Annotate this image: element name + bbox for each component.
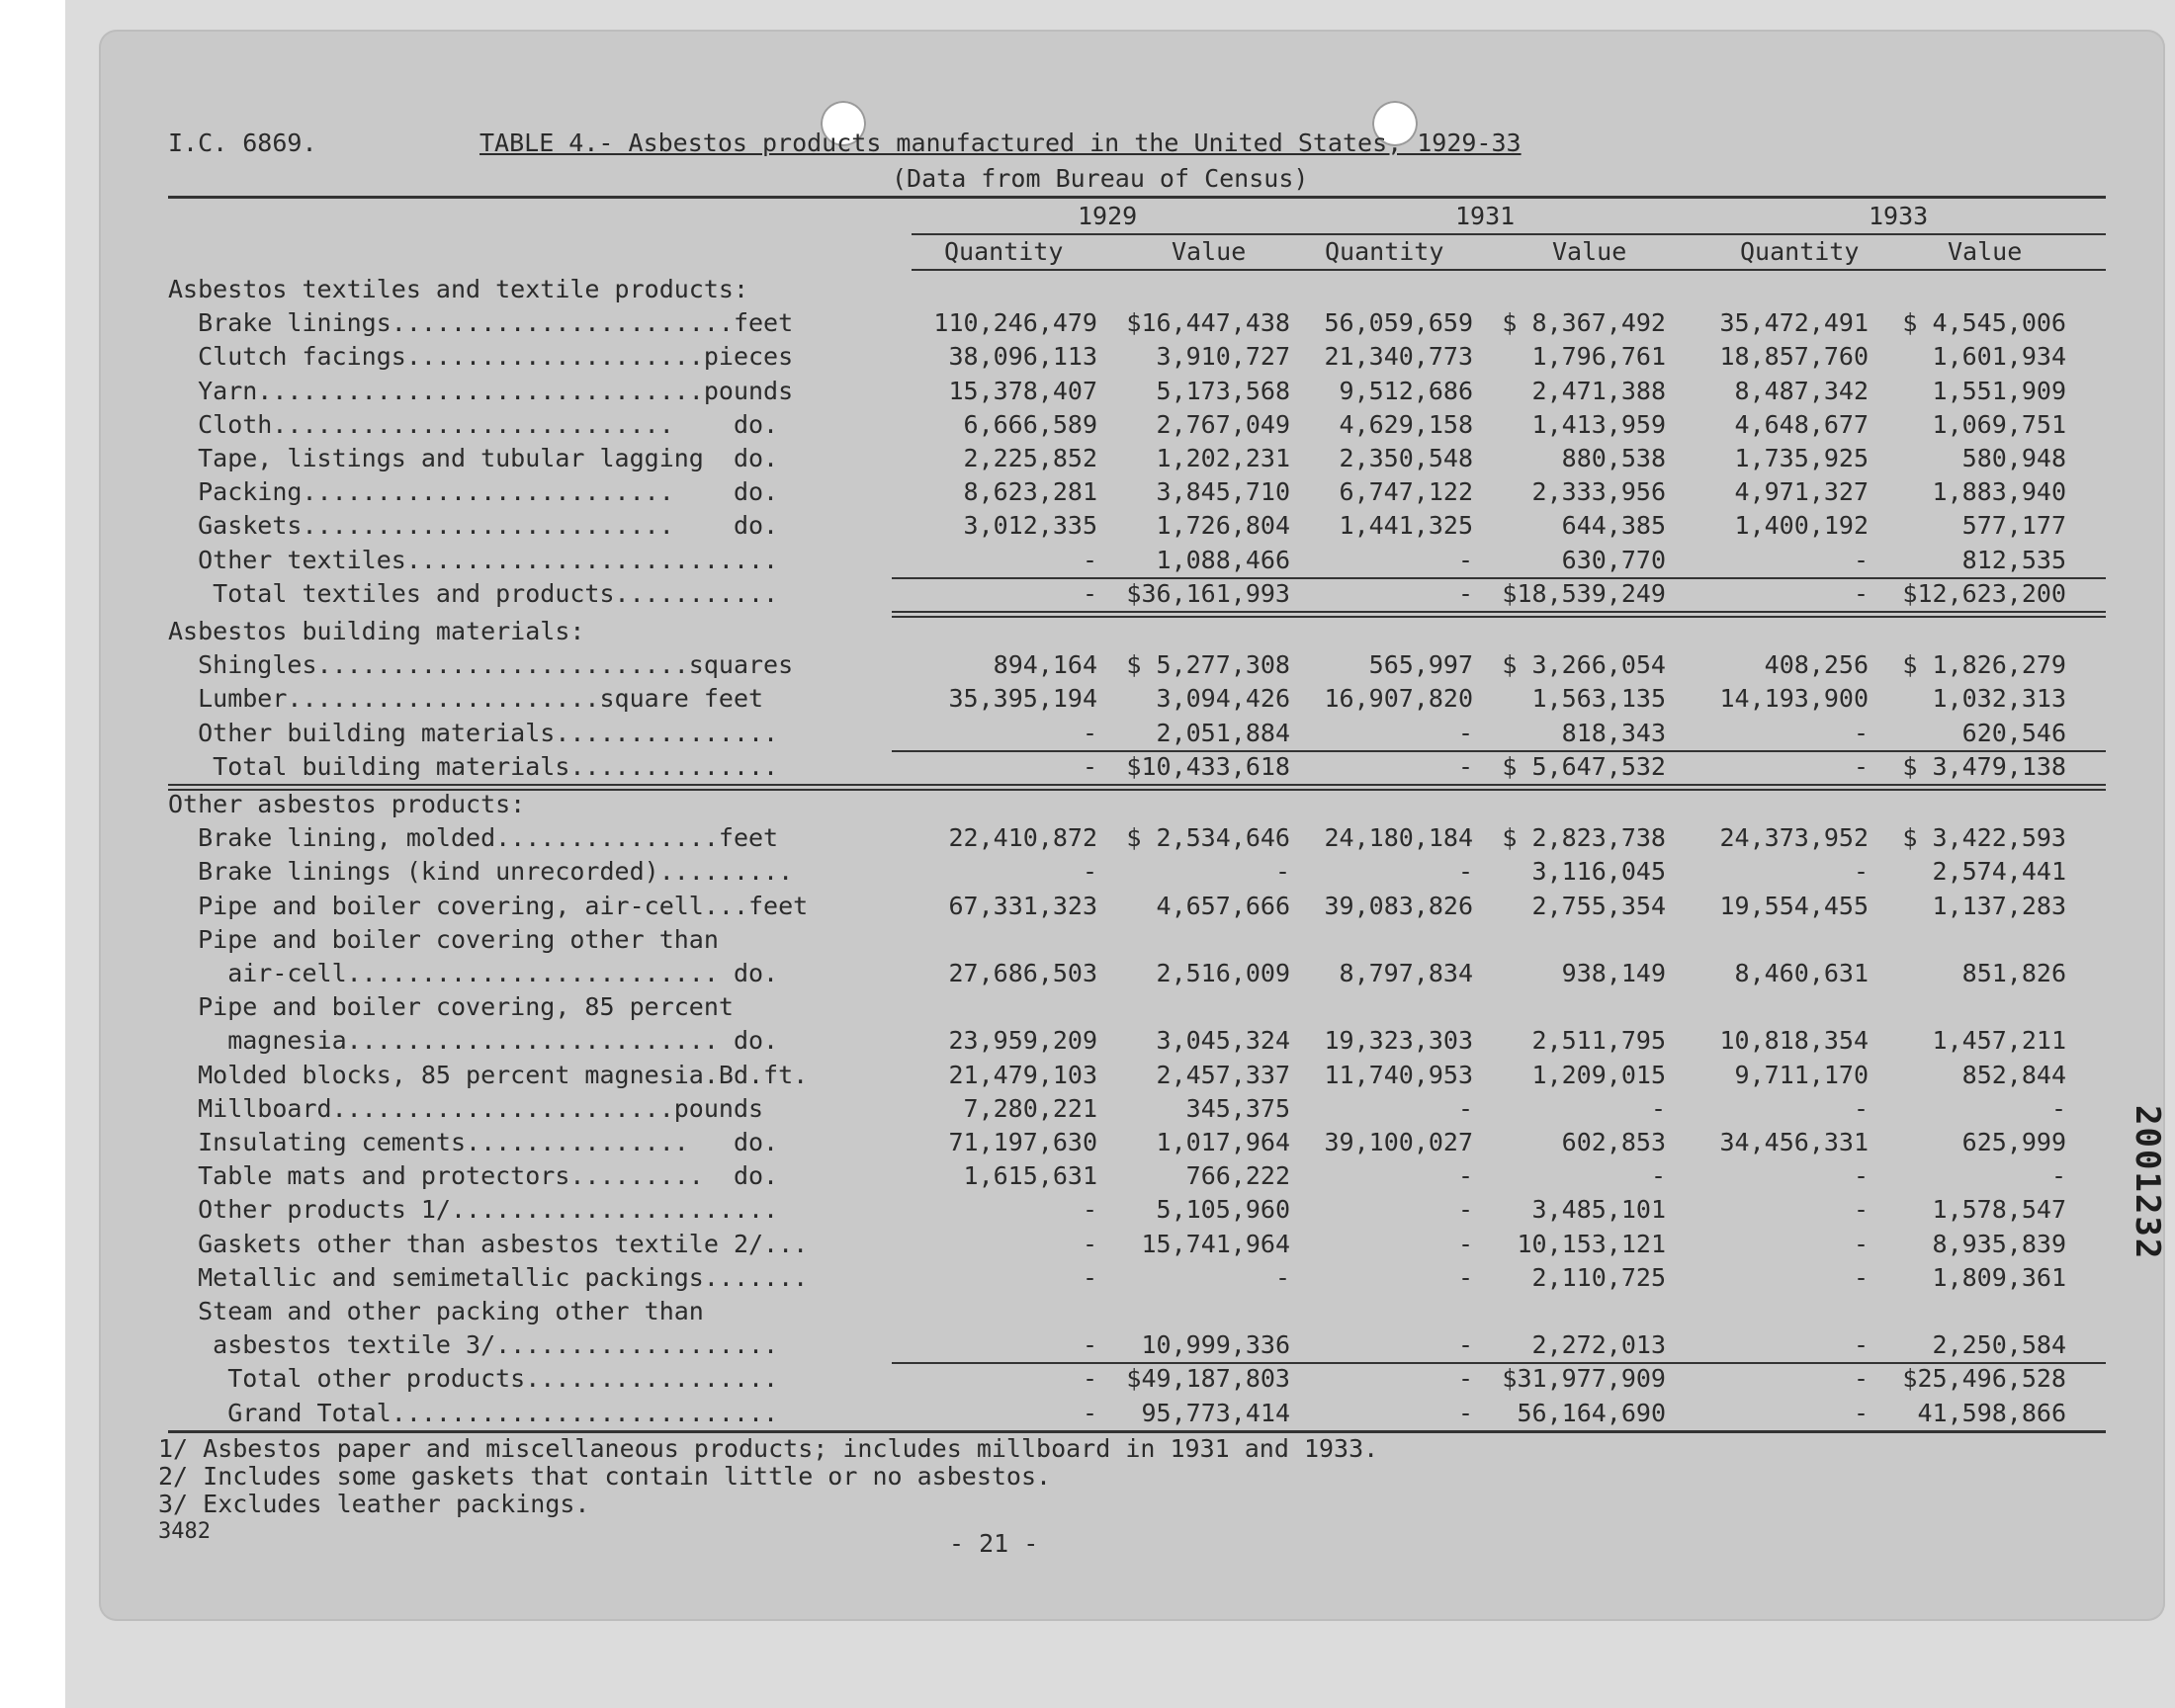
table-cell: 1,563,135 — [1531, 684, 1666, 714]
row-label: Brake linings.......................feet — [168, 308, 794, 338]
row-label: Tape, listings and tubular lagging do. — [168, 444, 779, 472]
table-cell: - — [1082, 857, 1097, 887]
table-cell: 2,471,388 — [1531, 376, 1666, 405]
table-cell: 1,032,313 — [1932, 684, 2066, 714]
table-row — [168, 408, 2106, 442]
table-cell: - — [1082, 578, 1097, 608]
table-cell: 4,648,677 — [1734, 409, 1869, 439]
table-row — [168, 750, 2106, 784]
table-cell: - — [2050, 1093, 2066, 1123]
document-header — [168, 127, 2106, 162]
table-cell: 15,741,964 — [1141, 1229, 1290, 1258]
table-cell: - — [1082, 718, 1097, 747]
table-cell: - — [1082, 1398, 1097, 1427]
row-label: magnesia......................... do. — [168, 1026, 779, 1056]
table-cell: $10,433,618 — [1126, 751, 1290, 781]
table-cell: - — [1274, 857, 1290, 887]
table-cell: $ 1,826,279 — [1902, 650, 2066, 680]
table-cell: 35,472,491 — [1719, 308, 1869, 338]
table-cell: 3,012,335 — [963, 511, 1097, 541]
table-cell: - — [1457, 718, 1473, 747]
table-cell: 2,574,441 — [1932, 857, 2066, 887]
table-cell: 2,516,009 — [1156, 959, 1290, 987]
doc-id: I.C. 6869. — [168, 128, 317, 157]
section-textiles-label: Asbestos textiles and textile products: — [168, 275, 748, 303]
table-cell: 8,623,281 — [963, 477, 1097, 507]
table-cell: 15,378,407 — [948, 376, 1097, 405]
table-cell: - — [1082, 1262, 1097, 1292]
table-row — [168, 375, 2106, 408]
table-cell: 3,845,710 — [1156, 477, 1290, 507]
table-cell: - — [1853, 1229, 1869, 1258]
col-value-1933: Value — [1948, 237, 2023, 266]
table-cell: 10,153,121 — [1517, 1229, 1666, 1258]
table-cell: - — [1457, 1364, 1473, 1394]
table-cell: - — [1082, 1229, 1097, 1258]
table-row — [168, 1126, 2106, 1159]
footnote-3: 3/ Excludes leather packings. — [158, 1489, 590, 1518]
table-row — [168, 1261, 2106, 1295]
table-row — [168, 648, 2106, 682]
table-cell: 851,826 — [1961, 959, 2066, 987]
col-quantity-1929: Quantity — [944, 237, 1064, 266]
table-row — [168, 890, 2106, 923]
table-cell: 3,910,727 — [1156, 342, 1290, 372]
row-label: Millboard.......................pounds — [168, 1093, 764, 1123]
table-cell: 1,796,761 — [1531, 342, 1666, 372]
table-cell: 766,222 — [1185, 1161, 1290, 1191]
table-cell: - — [1853, 1364, 1869, 1394]
table-cell: - — [1082, 1330, 1097, 1360]
table-cell: 938,149 — [1561, 959, 1666, 987]
table-cell: $49,187,803 — [1126, 1364, 1290, 1394]
row-label: Clutch facings....................pieces — [168, 342, 794, 372]
col-quantity-1933: Quantity — [1740, 237, 1860, 266]
table-cell: 6,666,589 — [963, 409, 1097, 439]
table-cell: 110,246,479 — [933, 308, 1097, 338]
table-cell: - — [1082, 1364, 1097, 1394]
table-row — [168, 509, 2106, 543]
total-rule-textiles-a — [892, 611, 2106, 613]
table-cell: $ 5,647,532 — [1502, 751, 1666, 781]
table-cell: 19,323,303 — [1324, 1026, 1473, 1056]
table-cell: 6,747,122 — [1339, 477, 1473, 507]
table-cell: 8,487,342 — [1734, 376, 1869, 405]
table-cell: 9,512,686 — [1339, 376, 1473, 405]
table-row — [168, 1092, 2106, 1126]
footnote-1: 1/ Asbestos paper and miscellaneous products; includes millboard in 1931 and 1933. — [158, 1433, 1379, 1463]
table-cell: - — [1457, 1398, 1473, 1427]
table-cell: 1,441,325 — [1339, 511, 1473, 541]
col-value-1931: Value — [1552, 237, 1627, 266]
row-label: Total building materials.............. — [168, 751, 779, 781]
table-cell: 2,511,795 — [1531, 1026, 1666, 1056]
col-quantity-1931: Quantity — [1325, 237, 1444, 266]
table-cell: 630,770 — [1561, 545, 1666, 574]
table-cell: 1,209,015 — [1531, 1060, 1666, 1089]
row-label: Yarn..............................pounds — [168, 376, 794, 405]
table-cell: 21,340,773 — [1324, 342, 1473, 372]
table-cell: $ 3,266,054 — [1502, 650, 1666, 680]
table-cell: 1,400,192 — [1734, 511, 1869, 541]
table-row — [168, 1397, 2106, 1430]
column-header-row — [168, 235, 2106, 271]
row-label: Insulating cements............... do. — [168, 1128, 779, 1156]
table-cell: 2,110,725 — [1531, 1262, 1666, 1292]
row-label: asbestos textile 3/................... — [168, 1330, 779, 1360]
section-textiles — [168, 273, 2106, 306]
table-cell: - — [1457, 1330, 1473, 1360]
table-cell: 2,225,852 — [963, 444, 1097, 472]
table-cell: 2,457,337 — [1156, 1060, 1290, 1089]
table-cell: 2,051,884 — [1156, 718, 1290, 747]
table-row — [168, 1193, 2106, 1227]
table-cell: 18,857,760 — [1719, 342, 1869, 372]
table-cell: 39,083,826 — [1324, 891, 1473, 920]
row-label: Cloth........................... do. — [168, 409, 779, 439]
row-label: Total other products................. — [168, 1364, 779, 1394]
table-cell: 5,105,960 — [1156, 1195, 1290, 1225]
table-cell: 8,935,839 — [1932, 1229, 2066, 1258]
section-other-label: Other asbestos products: — [168, 790, 526, 818]
table-cell: - — [1853, 1330, 1869, 1360]
table-cell: - — [1853, 1262, 1869, 1292]
table-cell: 852,844 — [1961, 1060, 2066, 1089]
table-cell: 9,711,170 — [1734, 1060, 1869, 1089]
top-rule — [168, 196, 2106, 199]
table-cell: 602,853 — [1561, 1128, 1666, 1156]
table-cell: 34,456,331 — [1719, 1128, 1869, 1156]
row-label: Metallic and semimetallic packings....... — [168, 1262, 809, 1292]
table-cell: 1,137,283 — [1932, 891, 2066, 920]
table-cell: - — [2050, 1161, 2066, 1191]
row-label: Other products 1/...................... — [168, 1195, 779, 1225]
table-cell: - — [1457, 857, 1473, 887]
table-cell: 2,333,956 — [1531, 477, 1666, 507]
document-content — [158, 127, 2167, 1558]
table-cell: 24,180,184 — [1324, 823, 1473, 853]
table-cell: - — [1853, 578, 1869, 608]
table-cell: 408,256 — [1764, 650, 1869, 680]
row-label: Shingles.........................squares — [168, 650, 794, 680]
table-cell: - — [1853, 1398, 1869, 1427]
table-cell: 3,485,101 — [1531, 1195, 1666, 1225]
table-cell: 16,907,820 — [1324, 684, 1473, 714]
table-cell: 4,971,327 — [1734, 477, 1869, 507]
table-row — [168, 717, 2106, 750]
table-cell: 22,410,872 — [948, 823, 1097, 853]
table-cell: 56,059,659 — [1324, 308, 1473, 338]
table-cell: 620,546 — [1961, 718, 2066, 747]
section-building-label: Asbestos building materials: — [168, 617, 585, 645]
row-label: Total textiles and products........... — [168, 578, 779, 608]
table-row — [168, 1228, 2106, 1261]
table-cell: 1,088,466 — [1156, 545, 1290, 574]
table-cell: - — [1457, 578, 1473, 608]
table-row — [168, 340, 2106, 374]
table-row — [168, 544, 2106, 577]
table-cell: 580,948 — [1961, 444, 2066, 472]
table-cell: 818,343 — [1561, 718, 1666, 747]
table-cell: 1,601,934 — [1932, 342, 2066, 372]
table-row — [168, 1059, 2106, 1092]
table-cell: $ 8,367,492 — [1502, 308, 1666, 338]
page-number: - 21 - — [949, 1528, 1039, 1558]
table-cell: 11,740,953 — [1324, 1060, 1473, 1089]
table-cell: 565,997 — [1368, 650, 1473, 680]
table-cell: - — [1082, 1195, 1097, 1225]
table-cell: 67,331,323 — [948, 891, 1097, 920]
table-cell: - — [1457, 1093, 1473, 1123]
table-cell: 4,657,666 — [1156, 891, 1290, 920]
table-cell: $ 3,422,593 — [1902, 823, 2066, 853]
table-cell: 3,045,324 — [1156, 1026, 1290, 1056]
column-header-rule — [912, 269, 2106, 271]
table-cell: 345,375 — [1185, 1093, 1290, 1123]
archive-stamp: 2001232 — [2128, 1105, 2167, 1261]
table-cell: 1,883,940 — [1932, 477, 2066, 507]
table-cell: - — [1853, 1195, 1869, 1225]
table-cell: $ 2,823,738 — [1502, 823, 1666, 853]
table-cell: $ 2,534,646 — [1126, 823, 1290, 853]
table-cell: 644,385 — [1561, 511, 1666, 541]
table-row — [168, 855, 2106, 889]
table-cell: 2,272,013 — [1531, 1330, 1666, 1360]
table-row — [168, 1024, 2106, 1058]
table-row — [168, 990, 2106, 1024]
table-cell: - — [1457, 1229, 1473, 1258]
table-cell: 812,535 — [1961, 545, 2066, 574]
table-title: TABLE 4.- Asbestos products manufactured in the United States, 1929-33 — [479, 128, 1522, 157]
table-cell: - — [1853, 718, 1869, 747]
footnote-2: 2/ Includes some gaskets that contain little or no asbestos. — [158, 1461, 1052, 1491]
table-cell: 1,069,751 — [1932, 409, 2066, 439]
table-cell: 2,767,049 — [1156, 409, 1290, 439]
table-row — [168, 1328, 2106, 1362]
table-cell: 4,629,158 — [1339, 409, 1473, 439]
year-1931: 1931 — [1455, 202, 1516, 230]
table-cell: 56,164,690 — [1517, 1398, 1666, 1427]
row-label: Brake linings (kind unrecorded)......... — [168, 857, 794, 887]
table-row — [168, 1295, 2106, 1328]
table-cell: 577,177 — [1961, 511, 2066, 541]
table-cell: - — [1853, 1093, 1869, 1123]
table-cell: 27,686,503 — [948, 959, 1097, 987]
table-cell: 1,017,964 — [1156, 1128, 1290, 1156]
table-cell: - — [1650, 1093, 1666, 1123]
table-subtitle: (Data from Bureau of Census) — [892, 164, 1309, 193]
row-label: Other textiles......................... — [168, 545, 779, 574]
table-cell: 1,809,361 — [1932, 1262, 2066, 1292]
table-cell: 2,250,584 — [1932, 1330, 2066, 1360]
table-cell: 24,373,952 — [1719, 823, 1869, 853]
table-cell: 2,350,548 — [1339, 444, 1473, 472]
table-cell: 7,280,221 — [963, 1093, 1097, 1123]
table-cell: $ 4,545,006 — [1902, 308, 2066, 338]
table-cell: - — [1853, 1161, 1869, 1191]
table-cell: 8,460,631 — [1734, 959, 1869, 987]
year-1933: 1933 — [1869, 202, 1929, 230]
section-building — [168, 615, 2106, 648]
table-cell: - — [1082, 751, 1097, 781]
table-cell: $12,623,200 — [1902, 578, 2066, 608]
row-label: air-cell......................... do. — [168, 959, 779, 987]
table-cell: 2,755,354 — [1531, 891, 1666, 920]
table-row — [168, 577, 2106, 611]
table-cell: - — [1274, 1262, 1290, 1292]
row-label: Gaskets other than asbestos textile 2/... — [168, 1229, 809, 1258]
row-label: Brake lining, molded...............feet — [168, 823, 779, 853]
row-label: Steam and other packing other than — [168, 1297, 704, 1325]
table-cell: 8,797,834 — [1339, 959, 1473, 987]
table-cell: 1,726,804 — [1156, 511, 1290, 541]
table-cell: 3,116,045 — [1531, 857, 1666, 887]
table-cell: 1,202,231 — [1156, 444, 1290, 472]
table-cell: 19,554,455 — [1719, 891, 1869, 920]
document-code: 3482 — [158, 1518, 211, 1544]
table-cell: - — [1457, 1161, 1473, 1191]
table-cell: 14,193,900 — [1719, 684, 1869, 714]
table-cell: 1,551,909 — [1932, 376, 2066, 405]
table-cell: 41,598,866 — [1917, 1398, 2066, 1427]
table-row — [168, 821, 2106, 855]
row-label: Pipe and boiler covering other than — [168, 924, 719, 954]
table-row — [168, 923, 2106, 957]
table-cell: 1,735,925 — [1734, 444, 1869, 472]
table-cell: - — [1650, 1161, 1666, 1191]
row-label: Pipe and boiler covering, 85 percent — [168, 992, 734, 1022]
table-cell: - — [1853, 857, 1869, 887]
table-cell: 3,094,426 — [1156, 684, 1290, 714]
table-cell: 95,773,414 — [1141, 1398, 1290, 1427]
table-cell: $25,496,528 — [1902, 1364, 2066, 1394]
row-label: Gaskets......................... do. — [168, 511, 779, 541]
table-row — [168, 306, 2106, 340]
table-row — [168, 957, 2106, 990]
table-cell: $31,977,909 — [1502, 1364, 1666, 1394]
table-row — [168, 682, 2106, 716]
table-cell: 23,959,209 — [948, 1026, 1097, 1056]
year-1929: 1929 — [1078, 202, 1138, 230]
table-cell: 880,538 — [1561, 444, 1666, 472]
table-cell: 1,615,631 — [963, 1161, 1097, 1191]
table-cell: - — [1082, 545, 1097, 574]
table-row — [168, 442, 2106, 475]
table-cell: - — [1853, 545, 1869, 574]
table-cell: $ 5,277,308 — [1126, 650, 1290, 680]
col-value-1929: Value — [1172, 237, 1247, 266]
total-rule-building-a — [168, 784, 2106, 786]
table-cell: - — [1457, 1262, 1473, 1292]
table-row — [168, 1362, 2106, 1396]
table-cell: $18,539,249 — [1502, 578, 1666, 608]
table-cell: $16,447,438 — [1126, 308, 1290, 338]
row-label: Other building materials............... — [168, 718, 779, 747]
table-cell: - — [1457, 545, 1473, 574]
table-cell: $ 3,479,138 — [1902, 751, 2066, 781]
table-cell: - — [1853, 751, 1869, 781]
row-label: Packing......................... do. — [168, 477, 779, 507]
table-cell: 1,457,211 — [1932, 1026, 2066, 1056]
table-cell: 71,197,630 — [948, 1128, 1097, 1156]
row-label: Grand Total.......................... — [168, 1398, 779, 1427]
row-label: Lumber.....................square feet — [168, 684, 764, 714]
row-label: Table mats and protectors......... do. — [168, 1161, 779, 1191]
table-cell: 1,578,547 — [1932, 1195, 2066, 1225]
table-cell: 38,096,113 — [948, 342, 1097, 372]
row-label: Molded blocks, 85 percent magnesia.Bd.ft. — [168, 1060, 809, 1089]
table-cell: 894,164 — [993, 650, 1097, 680]
table-row — [168, 1159, 2106, 1193]
section-other — [168, 788, 2106, 821]
table-row — [168, 475, 2106, 509]
table-cell: 10,818,354 — [1719, 1026, 1869, 1056]
table-cell: 1,413,959 — [1531, 409, 1666, 439]
table-cell: 625,999 — [1961, 1128, 2066, 1156]
row-label: Pipe and boiler covering, air-cell...feet — [168, 891, 809, 920]
table-cell: 39,100,027 — [1324, 1128, 1473, 1156]
table-cell: $36,161,993 — [1126, 578, 1290, 608]
table-cell: - — [1457, 751, 1473, 781]
table-cell: 21,479,103 — [948, 1060, 1097, 1089]
table-cell: 5,173,568 — [1156, 376, 1290, 405]
table-cell: 10,999,336 — [1141, 1330, 1290, 1360]
year-header-row — [168, 200, 2106, 235]
table-cell: - — [1457, 1195, 1473, 1225]
table-cell: 35,395,194 — [948, 684, 1097, 714]
